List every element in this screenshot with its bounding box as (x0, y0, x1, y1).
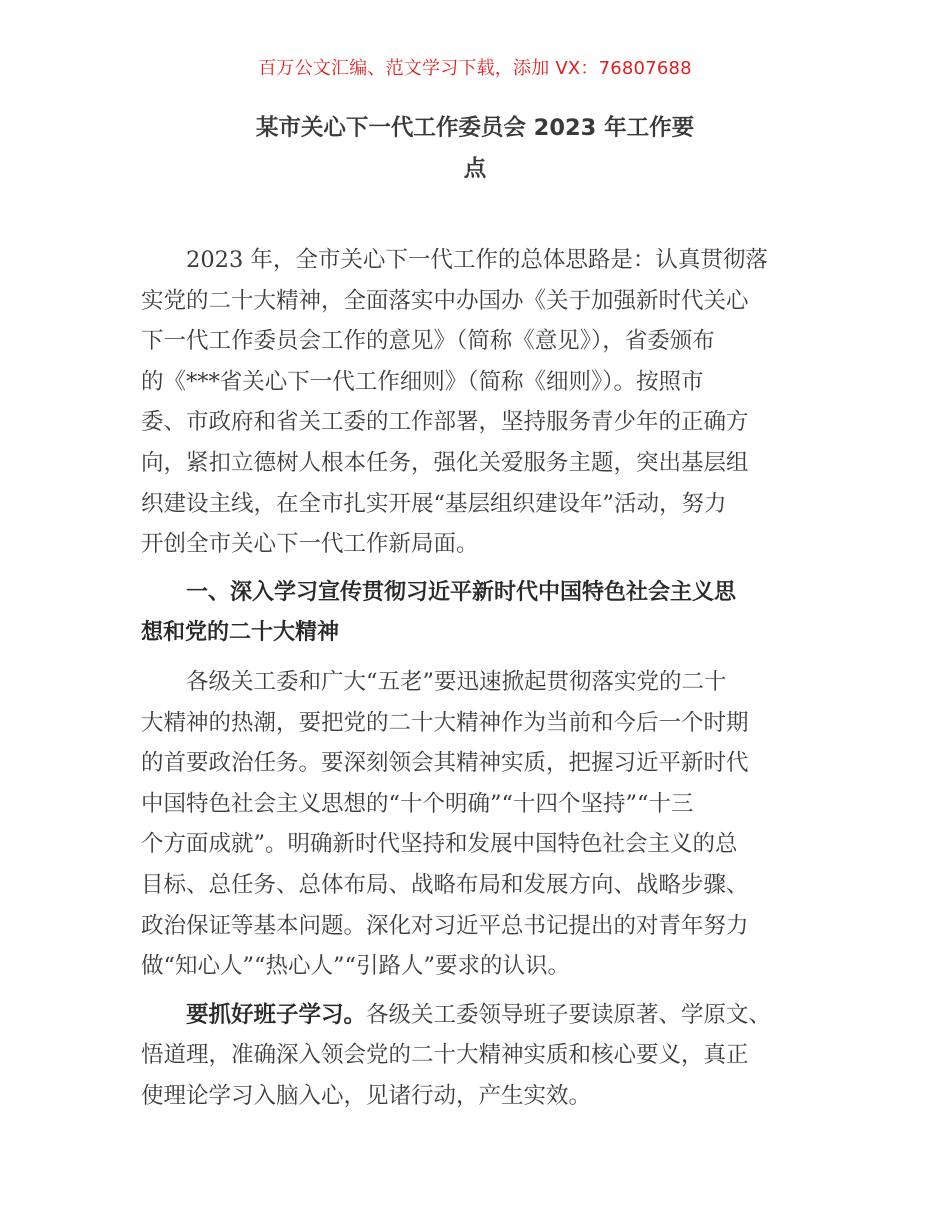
heading-line: 一、深入学习宣传贯彻习近平新时代中国特色社会主义思 (186, 579, 737, 605)
text-line: 委、市政府和省关工委的工作部署，坚持服务青少年的正确方 (141, 409, 749, 436)
text-line: 织建设主线，在全市扎实开展“基层组织建设年”活动，努力 (141, 490, 727, 517)
title-line: 点 (463, 155, 487, 182)
text-line: 做“知心人”“热心人”“引路人”要求的认识。 (141, 953, 571, 980)
text-line: 的首要政治任务。要深刻领会其精神实质，把握习近平新时代 (141, 750, 749, 777)
text-line: 各级关工委和广大“五老”要迅速掀起贯彻落实党的二十 (186, 668, 727, 695)
section-heading-1 (141, 573, 821, 654)
text-line: 的《***省关心下一代工作细则》（简称《细则》）。按照市 (141, 368, 704, 395)
heading-line: 想和党的二十大精神 (141, 620, 340, 646)
title-line: 某市关心下一代工作委员会 2023 年工作要 (255, 115, 695, 141)
document-body (141, 240, 821, 1116)
document-title (140, 108, 810, 189)
text-line: 悟道理，准确深入领会党的二十大精神实质和核心要义，真正 (141, 1042, 749, 1069)
section1-paragraph (141, 662, 821, 987)
bold-lead-phrase: 要抓好班子学习。 (186, 1001, 367, 1028)
text-line: 中国特色社会主义思想的“十个明确”“十四个坚持”“十三 (141, 790, 694, 817)
text-line: 使理论学习入脑入心，见诸行动，产生实效。 (141, 1082, 592, 1109)
watermark-banner: 百万公文汇编、范文学习下载，添加 VX：76807688 (258, 58, 692, 79)
study-paragraph (141, 995, 821, 1117)
text-line: 政治保证等基本问题。深化对习近平总书记提出的对青年努力 (141, 912, 749, 939)
text-line: 2023 年，全市关心下一代工作的总体思路是：认真贯彻落 (186, 247, 768, 273)
intro-paragraph (141, 240, 821, 565)
text-line: 向，紧扣立德树人根本任务，强化关爱服务主题，突出基层组 (141, 449, 749, 476)
text-run: 各级关工委领导班子要读原著、学原文、 (366, 1001, 772, 1028)
text-line: 大精神的热潮，要把党的二十大精神作为当前和今后一个时期 (141, 709, 749, 736)
text-line (141, 995, 821, 1036)
text-line: 目标、总任务、总体布局、战略布局和发展方向、战略步骤、 (141, 871, 749, 898)
text-line: 实党的二十大精神，全面落实中办国办《关于加强新时代关心 (141, 287, 749, 314)
text-line: 开创全市关心下一代工作新局面。 (141, 531, 479, 558)
text-line: 下一代工作委员会工作的意见》（简称《意见》），省委颁布 (141, 328, 715, 355)
text-line: 个方面成就”。明确新时代坚持和发展中国特色社会主义的总 (141, 831, 738, 858)
